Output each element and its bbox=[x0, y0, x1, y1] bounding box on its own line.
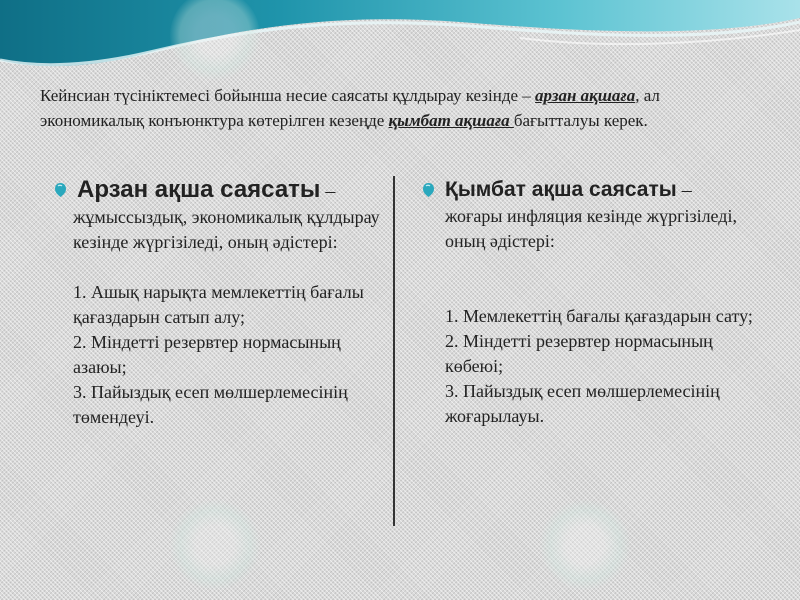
method-item: 3. Пайыздық есеп мөлшерлемесінің жоғарылауы. bbox=[445, 381, 720, 426]
bullet-icon bbox=[423, 183, 434, 197]
header-wave-band bbox=[0, 0, 800, 80]
method-item: 2. Міндетті резервтер нормасының көбеюі; bbox=[445, 331, 713, 376]
watermark-emblem bbox=[540, 500, 630, 590]
method-item: 3. Пайыздық есеп мөлшерлемесінің төмендеуі. bbox=[73, 382, 348, 427]
expensive-money-heading-line bbox=[423, 176, 763, 204]
expensive-money-title: Қымбат ақша саясаты bbox=[445, 178, 677, 201]
cheap-money-title: Арзан ақша саясаты bbox=[77, 176, 321, 203]
bullet-icon bbox=[55, 183, 66, 197]
method-item: 1. Ашық нарықта мемлекеттің бағалы қағаздарын сатып алу; bbox=[73, 282, 364, 327]
expensive-money-description: жоғары инфляция кезінде жүргізіледі, оның әдістері: bbox=[445, 206, 737, 251]
method-item: 2. Міндетті резервтер нормасының азаюы; bbox=[73, 332, 341, 377]
cheap-money-methods bbox=[55, 280, 385, 430]
intro-text: Кейнсиан түсініктемесі бойынша несие саясаты құлдырау кезінде – bbox=[40, 86, 536, 105]
intro-text: , ал экономикалық конъюнктура көтерілген кезеңде bbox=[40, 86, 660, 130]
term-cheap-money: арзан ақшаға bbox=[535, 86, 636, 105]
cheap-money-description: жұмыссыздық, экономикалық құлдырау кезінде жүргізіледі, оның әдістері: bbox=[73, 207, 380, 252]
cheap-money-column bbox=[55, 176, 385, 430]
cheap-money-heading-line bbox=[55, 176, 385, 205]
title-dash: – bbox=[676, 179, 692, 201]
intro-text: бағытталуы керек. bbox=[513, 111, 648, 130]
expensive-money-methods bbox=[423, 304, 763, 429]
column-divider bbox=[393, 176, 395, 526]
term-expensive-money: қымбат ақшаға bbox=[388, 111, 514, 130]
expensive-money-column bbox=[423, 176, 763, 429]
watermark-emblem bbox=[170, 500, 260, 590]
method-item: 1. Мемлекеттің бағалы қағаздарын сату; bbox=[445, 306, 753, 326]
title-dash: – bbox=[320, 180, 336, 202]
intro-paragraph bbox=[40, 83, 755, 133]
